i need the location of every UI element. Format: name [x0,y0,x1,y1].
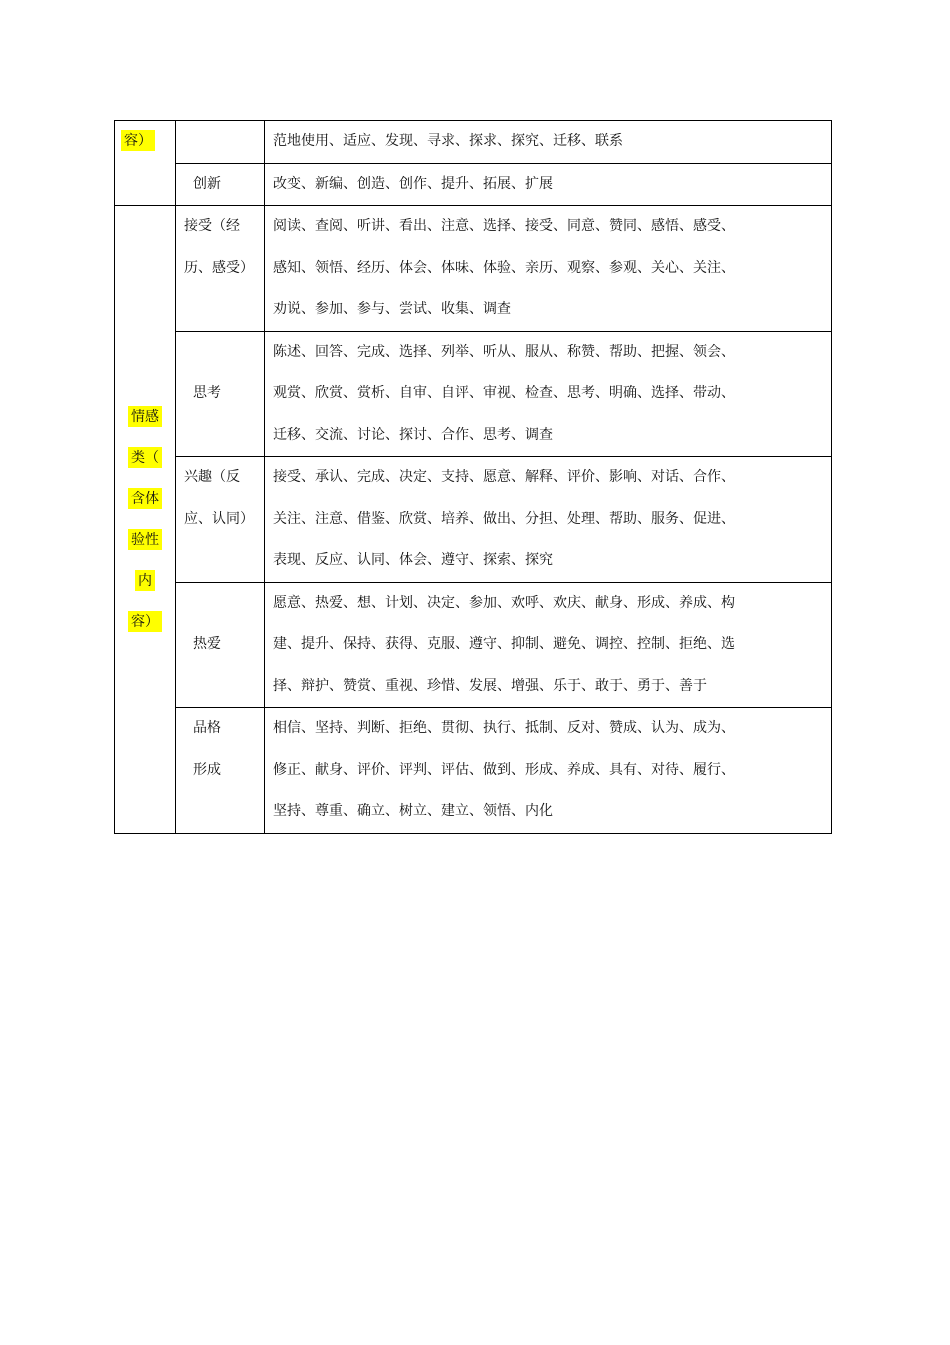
verbs-cell [265,708,832,834]
verbs-line: 改变、新编、创造、创作、提升、拓展、扩展 [273,175,553,192]
category-label-line: 含体 [128,488,162,509]
table-row [115,457,832,583]
category-label-line: 内 [135,570,155,591]
verbs-line: 陈述、回答、完成、选择、列举、听从、服从、称赞、帮助、把握、领会、 [273,343,735,360]
subcategory-label: 思考 [193,385,221,401]
subcategory-cell [176,163,265,206]
subcategory-cell-empty [176,121,265,164]
verbs-cell [265,582,832,708]
subcategory-label: 接受（经 [184,218,240,234]
subcategory-cell [176,708,265,834]
subcategory-cell [176,331,265,457]
verbs-line: 表现、反应、认同、体会、遵守、探索、探究 [273,552,553,568]
verbs-line: 坚持、尊重、确立、树立、建立、领悟、内化 [273,803,553,819]
verb-vocabulary-table [114,120,832,834]
subcategory-cell [176,206,265,332]
verbs-line: 相信、坚持、判断、拒绝、贯彻、执行、抵制、反对、赞成、认为、成为、 [273,720,735,736]
table-row [115,708,832,834]
subcategory-label: 兴趣（反 [184,469,240,485]
subcategory-label: 历、感受） [184,259,254,276]
subcategory-label: 品格 [193,720,221,736]
verbs-line: 迁移、交流、讨论、探讨、合作、思考、调查 [273,426,553,443]
verbs-line: 修正、献身、评价、评判、评估、做到、形成、养成、具有、对待、履行、 [273,761,735,778]
verbs-line: 愿意、热爱、想、计划、决定、参加、欢呼、欢庆、献身、形成、养成、构 [273,594,735,611]
subcategory-label: 创新 [193,175,221,192]
subcategory-label: 应、认同） [184,510,254,527]
table-row [115,582,832,708]
subcategory-cell [176,582,265,708]
verbs-cell [265,331,832,457]
verbs-line: 阅读、查阅、听讲、看出、注意、选择、接受、同意、赞同、感悟、感受、 [273,218,735,234]
subcategory-cell [176,457,265,583]
category-label-line: 情感 [128,406,162,427]
verbs-line: 建、提升、保持、获得、克服、遵守、抑制、避免、调控、控制、拒绝、选 [273,636,735,652]
highlighted-category-fragment: 容） [121,130,155,151]
verbs-cell [265,206,832,332]
subcategory-label: 形成 [193,761,221,778]
subcategory-label: 热爱 [193,636,221,652]
category-label-line: 类（ [128,447,162,468]
verbs-cell [265,121,832,164]
verbs-line: 劝说、参加、参与、尝试、收集、调查 [273,301,511,317]
category-label-line: 容） [128,611,162,632]
verbs-line: 范地使用、适应、发现、寻求、探求、探究、迁移、联系 [273,133,623,149]
verbs-line: 观赏、欣赏、赏析、自审、自评、审视、检查、思考、明确、选择、带动、 [273,385,735,401]
table-row [115,121,832,164]
category-cell-emotion [115,206,176,834]
verbs-line: 接受、承认、完成、决定、支持、愿意、解释、评价、影响、对话、合作、 [273,469,735,485]
category-label-line: 验性 [128,529,162,550]
verbs-line: 关注、注意、借鉴、欣赏、培养、做出、分担、处理、帮助、服务、促进、 [273,510,735,527]
table-row [115,206,832,332]
verbs-cell [265,163,832,206]
table-row [115,331,832,457]
verbs-line: 感知、领悟、经历、体会、体味、体验、亲历、观察、参观、关心、关注、 [273,259,735,276]
verbs-cell [265,457,832,583]
category-cell-continued [115,121,176,206]
table-row [115,163,832,206]
verbs-line: 择、辩护、赞赏、重视、珍惜、发展、增强、乐于、敢于、勇于、善于 [273,677,707,694]
